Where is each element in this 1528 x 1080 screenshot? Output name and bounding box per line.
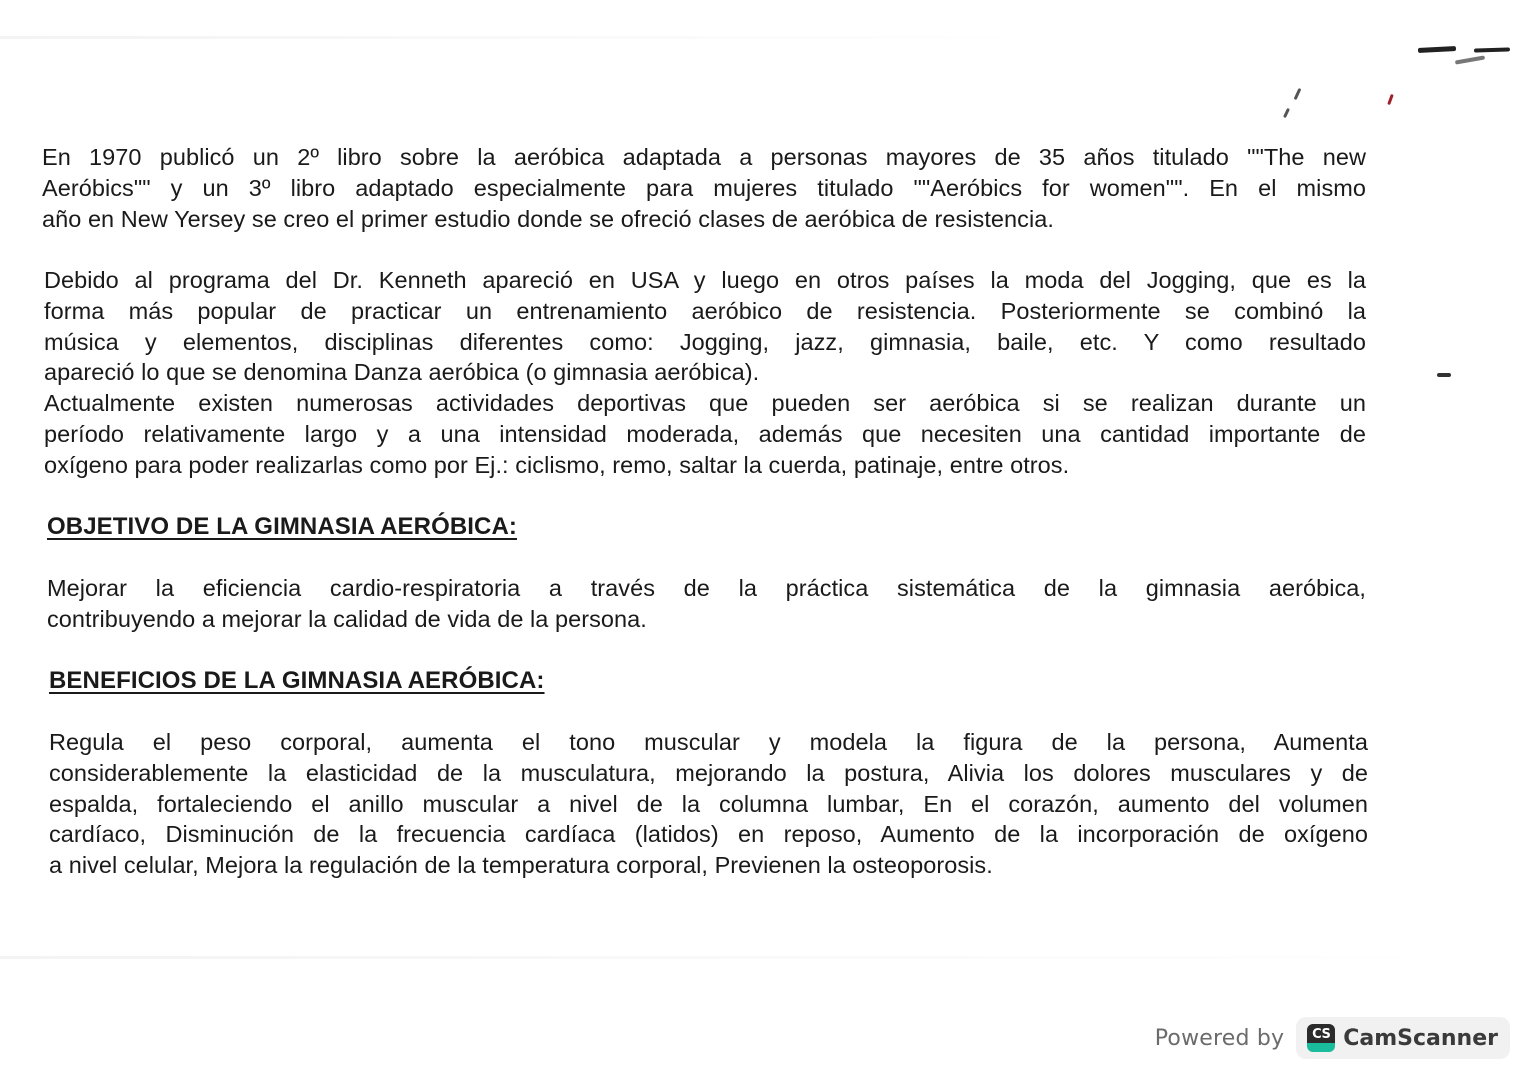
text-line: Actualmente existen numerosas actividades deportivas que pueden ser aeróbica si se realizan durante un: [44, 390, 1366, 417]
text-line: oxígeno para poder realizarlas como por Ej.: ciclismo, remo, saltar la cuerda, patinaje, entre otros.: [44, 451, 1070, 478]
text-line: Debido al programa del Dr. Kenneth apareció en USA y luego en otros países la moda del Jogging, que es la: [44, 267, 1366, 293]
powered-by-label: Powered by: [1154, 1025, 1285, 1051]
camscanner-badge: [1296, 1017, 1510, 1059]
page-bottom-edge: [0, 956, 1400, 959]
text-line: En 1970 publicó un 2º libro sobre la aeróbica adaptada a personas mayores de 35 años titulado ""The new: [42, 144, 1366, 170]
text-line: considerablemente la elasticidad de la musculatura, mejorando la postura, Alivia los dolores musculares y de: [49, 759, 1368, 786]
camscanner-watermark: [1155, 1017, 1510, 1059]
text-line: espalda, fortaleciendo el anillo muscular a nivel de la columna lumbar, En el corazón, aumento del volumen: [49, 790, 1368, 817]
paragraph-history-books: [42, 142, 1366, 234]
text-line: Aeróbics"" y un 3º libro adaptado especialmente para mujeres titulado ""Aeróbics for women"". En el mismo: [42, 174, 1366, 201]
scan-artifact: [1437, 373, 1451, 377]
text-line: música y elementos, disciplinas diferentes como: Jogging, jazz, gimnasia, baile, etc. Y como resultado: [44, 328, 1366, 355]
text-line: contribuyendo a mejorar la calidad de vida de la persona.: [47, 605, 647, 632]
heading-objetivo: OBJETIVO DE LA GIMNASIA AERÓBICA:: [47, 513, 517, 540]
text-line: año en New Yersey se creo el primer estudio donde se ofreció clases de aeróbica de resistencia.: [42, 205, 1054, 232]
text-line: Regula el peso corporal, aumenta el tono muscular y modela la figura de la persona, Aumenta: [49, 729, 1368, 755]
camscanner-logo-icon: CS: [1307, 1024, 1335, 1052]
paragraph-jogging-origin: [44, 265, 1366, 481]
text-line: período relativamente largo y a una intensidad moderada, además que necesiten una cantidad importante de: [44, 420, 1366, 447]
paragraph-objetivo: [47, 573, 1366, 635]
camscanner-brand-name: CamScanner: [1343, 1025, 1498, 1051]
text-line: forma más popular de practicar un entrenamiento aeróbico de resistencia. Posteriormente se combinó la: [44, 297, 1366, 324]
text-line: apareció lo que se denomina Danza aeróbica (o gimnasia aeróbica).: [44, 359, 760, 386]
text-line: cardíaco, Disminución de la frecuencia cardíaca (latidos) en reposo, Aumento de la incorporación de oxígeno: [49, 821, 1368, 848]
paragraph-beneficios: [49, 727, 1368, 881]
text-line: a nivel celular, Mejora la regulación de la temperatura corporal, Previenen la osteoporosis.: [49, 852, 993, 879]
page-top-edge: [0, 36, 1000, 39]
heading-beneficios: BENEFICIOS DE LA GIMNASIA AERÓBICA:: [49, 667, 545, 694]
text-line: Mejorar la eficiencia cardio-respiratoria a través de la práctica sistemática de la gimnasia aeróbica,: [47, 575, 1366, 601]
